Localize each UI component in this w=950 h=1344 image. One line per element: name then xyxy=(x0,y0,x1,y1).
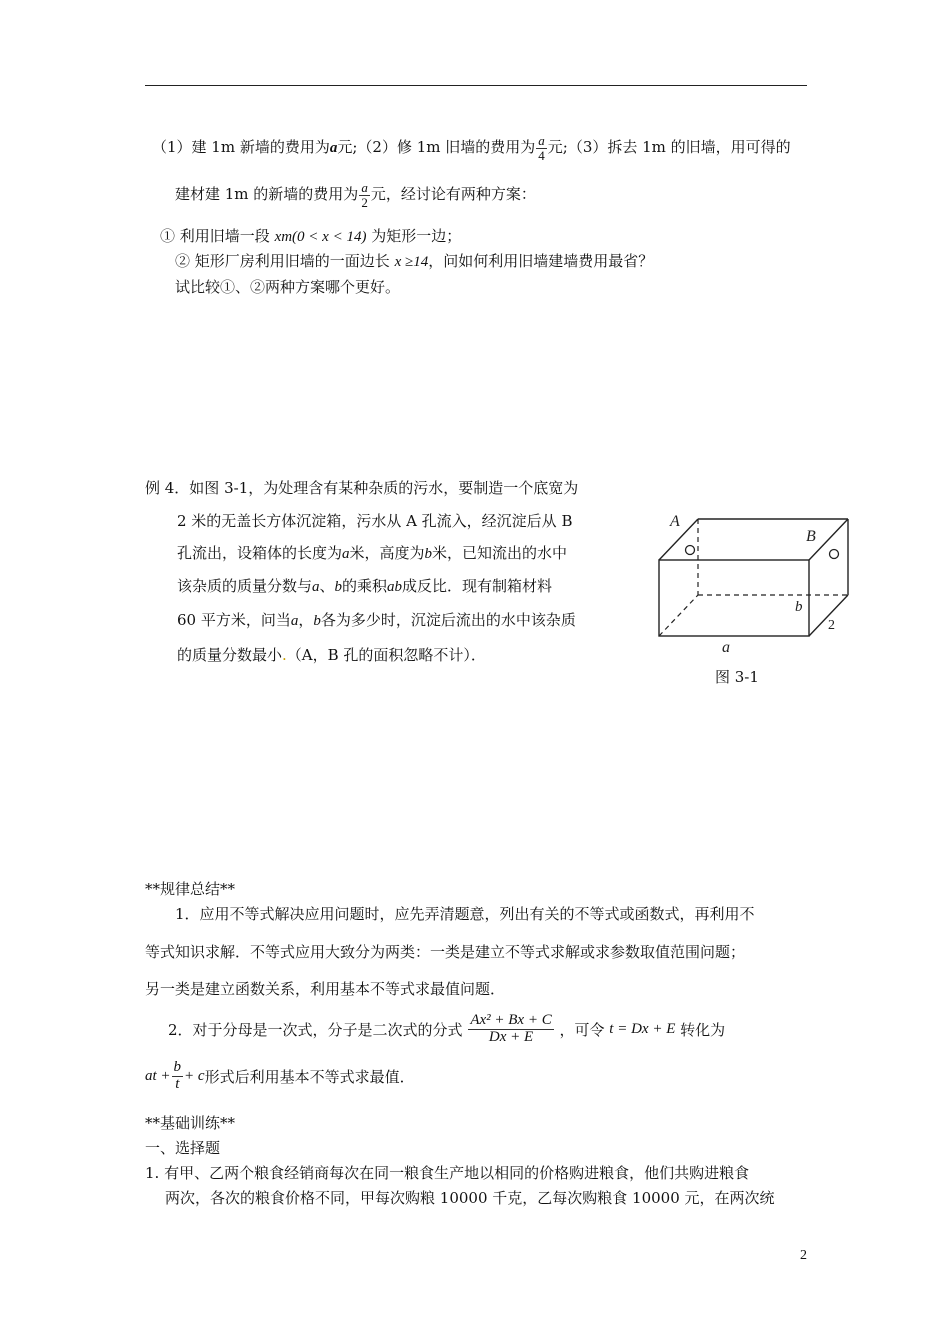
math-substitution: t = Dx + E xyxy=(609,1020,676,1037)
intro-text: 建材建 1m 的新墙的费用为 xyxy=(175,185,359,204)
math-expression: at + xyxy=(145,1067,171,1084)
summary-p3-line: at + $\frac{b}{t}$ + c形式后利用基本不等式求最值． xyxy=(145,1059,415,1092)
var-a: a xyxy=(342,546,350,562)
var-b: b xyxy=(334,579,343,595)
var-a: a xyxy=(329,140,338,157)
summary-heading: **规律总结** xyxy=(145,880,236,898)
header-rule xyxy=(145,85,807,86)
example4-line-4: 该杂质的质量分数与a、b的乘积ab成反比．现有制箱材料 xyxy=(177,577,553,595)
fraction-quadratic-over-linear: $\frac{\text{Ax² + Bx + C}}{Dx + E}$ xyxy=(470,1012,552,1045)
training-section: 一、选择题 xyxy=(145,1139,221,1157)
example4-line-5: 60 平方米，问当a，b各为多少时，沉淀后流出的水中该杂质 xyxy=(177,611,576,629)
intro-line-5: 试比较①、②两种方案哪个更好。 xyxy=(175,278,401,296)
example4-line-6: 的质量分数最小.（A，B 孔的面积忽略不计）． xyxy=(177,646,486,664)
question-1-line-1: 1. 有甲、乙两个粮食经销商每次在同一粮食生产地以相同的价格购进粮食，他们共购进粮食 xyxy=(145,1164,750,1182)
var-a: a xyxy=(312,579,320,595)
var-b: b xyxy=(424,546,433,562)
intro-line-2 xyxy=(175,181,536,209)
example4-line-3: 孔流出，设箱体的长度为a米，高度为b米，已知流出的水中 xyxy=(177,544,568,562)
training-heading: **基础训练** xyxy=(145,1114,236,1132)
fraction-a-over-2: $\frac{a}{2}$ xyxy=(361,180,368,210)
figure-label-a: a xyxy=(722,639,730,656)
intro-text: （1）建 1m 新墙的费用为 xyxy=(152,138,330,157)
figure-caption: 图 3-1 xyxy=(715,668,759,686)
example4-line-2: 2 米的无盖长方体沉淀箱，污水从 A 孔流入，经沉淀后从 B xyxy=(177,512,573,530)
summary-p1-line-1: 1．应用不等式解决应用问题时，应先弄清题意，列出有关的不等式或函数式，再利用不 xyxy=(175,905,755,923)
math-range: xm(0 < x < 14) xyxy=(274,229,367,245)
figure-label-2: 2 xyxy=(828,618,835,633)
box-front-face xyxy=(659,560,809,636)
intro-line-1 xyxy=(152,134,791,162)
intro-text: ，问如何利用旧墙建墙费用最省？ xyxy=(428,252,654,270)
figure-label-A: A xyxy=(670,513,680,530)
summary-p2-line: 2．对于分母是一次式，分子是二次式的分式 $\frac{\text{Ax² + Bx + C}}{Dx + E}$ ，可令 t = Dx + E 转化为 xyxy=(168,1012,726,1045)
fraction-a-over-4: $\frac{a}{4}$ xyxy=(538,133,545,163)
summary-p1-line-2: 等式知识求解．不等式应用大致分为两类：一类是建立不等式求解或求参数取值范围问题； xyxy=(145,943,746,961)
summary-p1-line-3: 另一类是建立函数关系，利用基本不等式求最值问题． xyxy=(145,980,506,998)
intro-text: 元;（2）修 1m 旧墙的费用为 xyxy=(337,138,536,157)
var-ab: ab xyxy=(387,579,403,595)
page-number: 2 xyxy=(800,1248,807,1263)
fraction-b-over-t: $\frac{b}{t}$ xyxy=(173,1059,182,1092)
question-1-line-2: 两次，各次的粮食价格不同，甲每次购粮 10000 千克，乙每次购粮食 10000 元，在两次统 xyxy=(165,1189,775,1207)
box-hidden-edge xyxy=(659,595,698,636)
intro-text: ① 利用旧墙一段 xyxy=(160,227,270,245)
example4-line-1: 例 4．如图 3-1，为处理含有某种杂质的污水，要制造一个底宽为 xyxy=(145,479,579,497)
figure-label-b: b xyxy=(795,599,803,615)
highlight-dot: . xyxy=(282,646,287,664)
intro-line-3 xyxy=(160,225,461,246)
intro-text: 元;（3）拆去 1m 的旧墙，用可得的 xyxy=(547,138,791,157)
box-diagram xyxy=(650,505,850,670)
intro-line-4 xyxy=(175,250,653,271)
math-inequality: x ≥14 xyxy=(394,254,429,270)
hole-B-icon xyxy=(830,550,839,559)
var-a: a xyxy=(290,613,299,629)
intro-text: 为矩形一边； xyxy=(371,227,462,245)
math-expression: + c xyxy=(184,1067,205,1084)
intro-text: 元，经讨论有两种方案： xyxy=(370,185,536,204)
hole-A-icon xyxy=(686,546,695,555)
intro-text: ② 矩形厂房利用旧墙的一面边长 xyxy=(175,252,390,270)
var-b: b xyxy=(313,613,321,629)
figure-label-B: B xyxy=(806,528,816,545)
